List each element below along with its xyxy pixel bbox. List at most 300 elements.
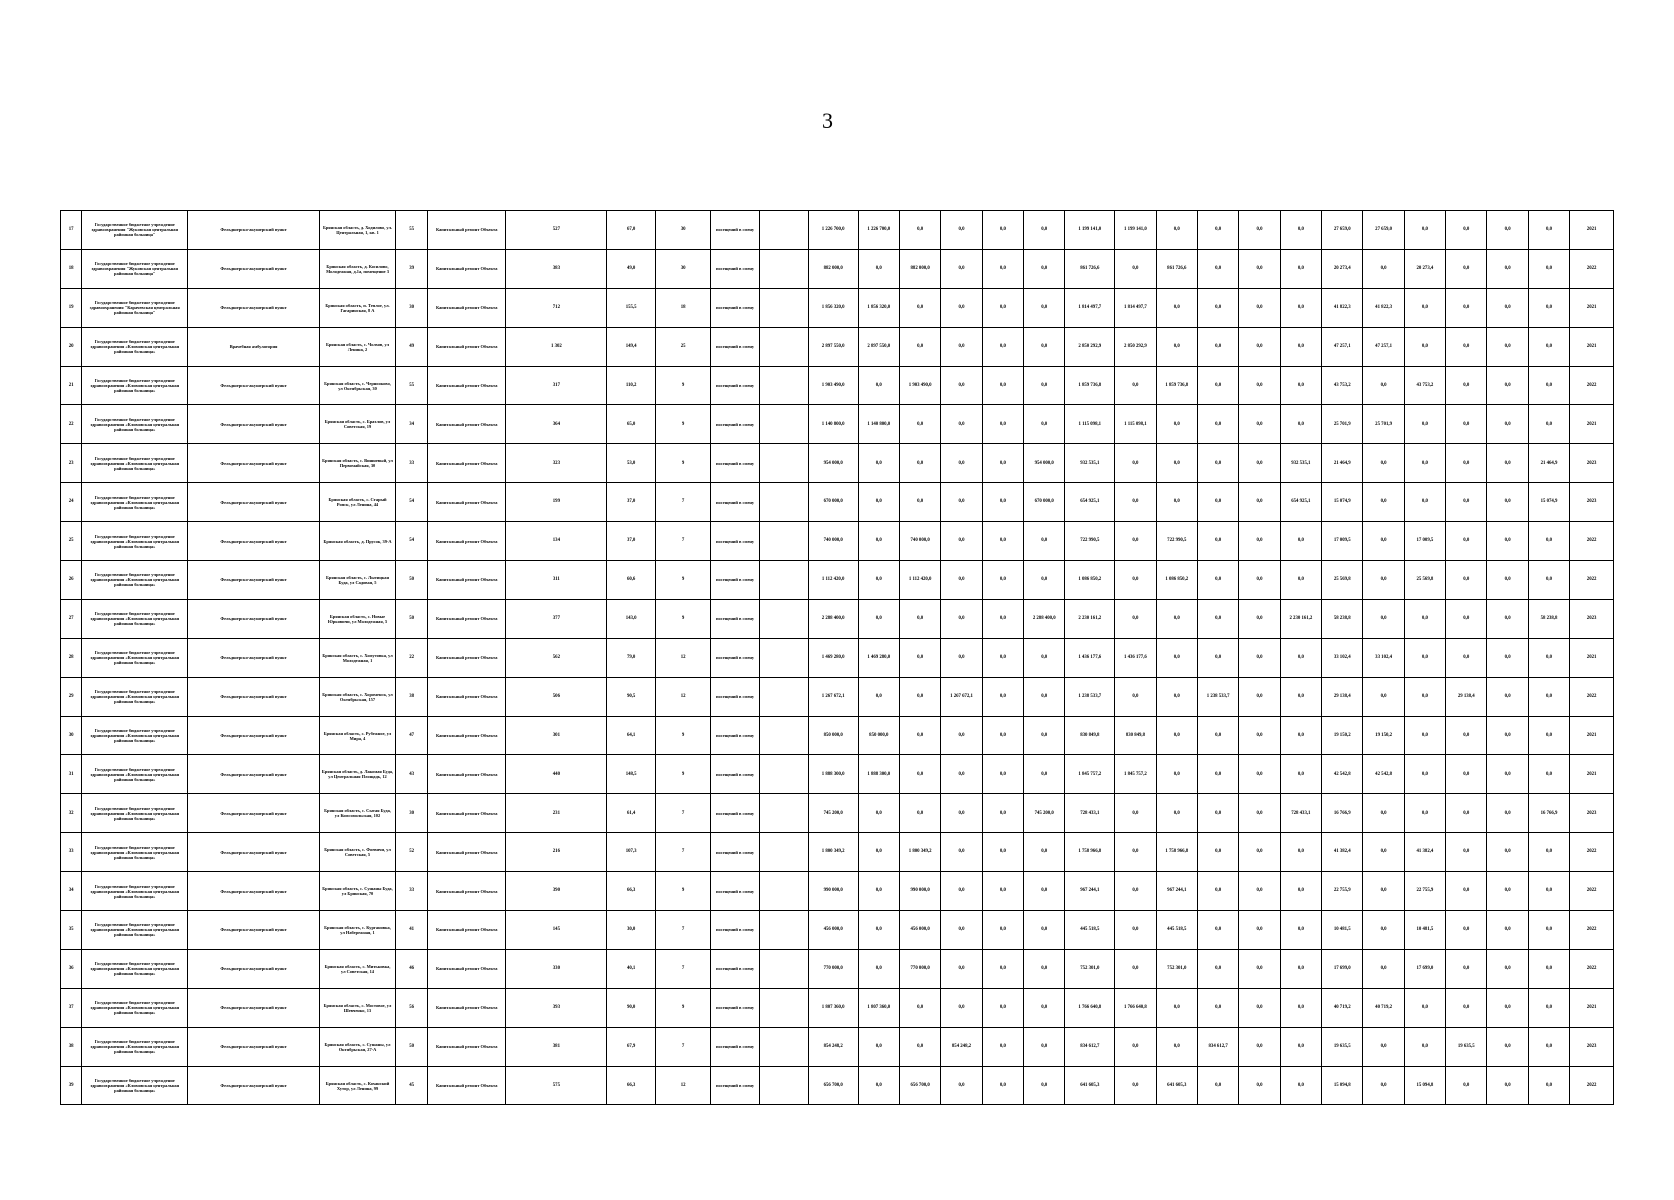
- capacity-cell: 9: [656, 872, 711, 911]
- amount-cell: 745 200,0: [808, 794, 858, 833]
- amount-cell: 0,0: [1024, 249, 1065, 288]
- population-cell: 301: [506, 716, 607, 755]
- table-row: [61, 366, 1614, 405]
- amount-cell: 0,0: [1404, 794, 1445, 833]
- amount-cell: 0,0: [1363, 1066, 1404, 1105]
- amount-cell: 43 753,2: [1322, 366, 1363, 405]
- amount-cell: 0,0: [1363, 872, 1404, 911]
- amount-cell: 41 822,3: [1322, 288, 1363, 327]
- wear-percent-cell: 39: [396, 249, 428, 288]
- facility-type-cell: Фельдшерско-акушерский пункт: [188, 249, 320, 288]
- amount-cell: 17 699,0: [1404, 949, 1445, 988]
- year-cell: 2022: [1570, 833, 1614, 872]
- amount-cell: 41 382,4: [1322, 833, 1363, 872]
- facility-type-cell: Фельдшерско-акушерский пункт: [188, 1027, 320, 1066]
- amount-cell: 0,0: [1528, 288, 1569, 327]
- amount-cell: 0,0: [1446, 872, 1487, 911]
- amount-cell: 1 807 360,0: [858, 988, 899, 1027]
- amount-cell: 0,0: [941, 911, 982, 950]
- amount-cell: 0,0: [1404, 677, 1445, 716]
- wear-percent-cell: 38: [396, 677, 428, 716]
- amount-cell: 0,0: [1487, 561, 1528, 600]
- work-type-cell: Капитальный ремонт Объекта: [428, 366, 506, 405]
- institution-cell: Государственное бюджетное учреждение здравоохранения «Климовская центральная районная больница»: [82, 911, 188, 950]
- amount-cell: 0,0: [1239, 444, 1280, 483]
- amount-cell: 0,0: [1528, 211, 1569, 250]
- facility-type-cell: Фельдшерско-акушерский пункт: [188, 833, 320, 872]
- amount-cell: 0,0: [1487, 638, 1528, 677]
- amount-cell: 42 542,8: [1322, 755, 1363, 794]
- amount-cell: 0,0: [1156, 211, 1197, 250]
- row-number-cell: 36: [61, 949, 82, 988]
- amount-cell: 0,0: [1528, 561, 1569, 600]
- address-cell: Брянская область, с. Чернооково, ул Октябрьская, 30: [319, 366, 395, 405]
- amount-cell: 0,0: [1024, 1027, 1065, 1066]
- amount-cell: 0,0: [1115, 949, 1156, 988]
- amount-cell: 0,0: [941, 716, 982, 755]
- table-row: [61, 599, 1614, 638]
- amount-cell: 0,0: [941, 288, 982, 327]
- amount-cell: 40 719,2: [1322, 988, 1363, 1027]
- row-number-cell: 31: [61, 755, 82, 794]
- institution-cell: Государственное бюджетное учреждение здравоохранения «Климовская центральная районная больница»: [82, 327, 188, 366]
- capacity-cell: 9: [656, 988, 711, 1027]
- amount-cell: 967 244,1: [1065, 872, 1115, 911]
- amount-cell: 21 464,9: [1528, 444, 1569, 483]
- amount-cell: 0,0: [1239, 911, 1280, 950]
- amount-cell: 0,0: [1239, 522, 1280, 561]
- row-number-cell: 28: [61, 638, 82, 677]
- facility-type-cell: Фельдшерско-акушерский пункт: [188, 716, 320, 755]
- amount-cell: 0,0: [982, 405, 1023, 444]
- page-number: 3: [822, 108, 833, 133]
- amount-cell: 0,0: [1239, 833, 1280, 872]
- amount-cell: 20 273,4: [1322, 249, 1363, 288]
- amount-cell: 0,0: [1239, 716, 1280, 755]
- area-cell: 53,0: [607, 444, 656, 483]
- amount-cell: 1 267 672,1: [941, 677, 982, 716]
- amount-cell: 2 230 161,2: [1065, 599, 1115, 638]
- register-rows: [61, 211, 1614, 1105]
- amount-cell: 0,0: [982, 988, 1023, 1027]
- amount-cell: 0,0: [1024, 911, 1065, 950]
- amount-cell: 1 226 700,0: [858, 211, 899, 250]
- capacity-unit-cell: посещений в смену: [711, 599, 760, 638]
- amount-cell: 0,0: [1115, 444, 1156, 483]
- facility-type-cell: Фельдшерско-акушерский пункт: [188, 599, 320, 638]
- amount-cell: 0,0: [1239, 1027, 1280, 1066]
- amount-cell: 27 659,0: [1363, 211, 1404, 250]
- amount-cell: 0,0: [1280, 716, 1321, 755]
- address-cell: Брянская область, с. Митьковка, ул Советская, 14: [319, 949, 395, 988]
- amount-cell: 0,0: [1446, 794, 1487, 833]
- table-row: [61, 405, 1614, 444]
- amount-cell: 1 814 497,7: [1065, 288, 1115, 327]
- amount-cell: 0,0: [1280, 677, 1321, 716]
- amount-cell: 1 766 640,8: [1065, 988, 1115, 1027]
- amount-cell: 728 433,1: [1280, 794, 1321, 833]
- amount-cell: 1 766 640,8: [1115, 988, 1156, 1027]
- amount-cell: 0,0: [1487, 444, 1528, 483]
- amount-cell: 0,0: [1404, 405, 1445, 444]
- amount-cell: 0,0: [1115, 677, 1156, 716]
- amount-cell: 0,0: [1487, 833, 1528, 872]
- amount-cell: 0,0: [858, 561, 899, 600]
- amount-cell: 0,0: [1156, 638, 1197, 677]
- amount-cell: 1 814 497,7: [1115, 288, 1156, 327]
- amount-cell: 1 807 360,0: [808, 988, 858, 1027]
- address-cell: Брянская область, с. Рубежное, ул Мира, 4: [319, 716, 395, 755]
- amount-cell: 0,0: [1280, 833, 1321, 872]
- year-cell: 2021: [1570, 211, 1614, 250]
- capacity-cell: 12: [656, 677, 711, 716]
- amount-cell: 0,0: [1363, 833, 1404, 872]
- amount-cell: 0,0: [858, 1066, 899, 1105]
- capacity-unit-cell: посещений в смену: [711, 755, 760, 794]
- wear-percent-cell: 22: [396, 638, 428, 677]
- row-number-cell: 19: [61, 288, 82, 327]
- amount-cell: 0,0: [1363, 483, 1404, 522]
- amount-cell: 0,0: [1487, 911, 1528, 950]
- empty-cell: [759, 716, 808, 755]
- empty-cell: [759, 677, 808, 716]
- amount-cell: 10 481,5: [1322, 911, 1363, 950]
- empty-cell: [759, 327, 808, 366]
- amount-cell: 0,0: [982, 638, 1023, 677]
- facility-type-cell: Фельдшерско-акушерский пункт: [188, 211, 320, 250]
- amount-cell: 445 518,5: [1065, 911, 1115, 950]
- work-type-cell: Капитальный ремонт Объекта: [428, 1027, 506, 1066]
- amount-cell: 0,0: [1446, 716, 1487, 755]
- area-cell: 49,0: [607, 249, 656, 288]
- amount-cell: 0,0: [1528, 522, 1569, 561]
- capacity-unit-cell: посещений в смену: [711, 716, 760, 755]
- amount-cell: 0,0: [1115, 872, 1156, 911]
- amount-cell: 0,0: [1446, 483, 1487, 522]
- amount-cell: 0,0: [1404, 483, 1445, 522]
- capacity-unit-cell: посещений в смену: [711, 561, 760, 600]
- amount-cell: 0,0: [1024, 949, 1065, 988]
- amount-cell: 850 000,0: [808, 716, 858, 755]
- amount-cell: 0,0: [858, 483, 899, 522]
- amount-cell: 0,0: [941, 988, 982, 1027]
- amount-cell: 0,0: [1487, 872, 1528, 911]
- amount-cell: 770 000,0: [808, 949, 858, 988]
- institution-cell: Государственное бюджетное учреждение здравоохранения «Климовская центральная районная больница»: [82, 366, 188, 405]
- empty-cell: [759, 405, 808, 444]
- wear-percent-cell: 54: [396, 522, 428, 561]
- amount-cell: 0,0: [1528, 249, 1569, 288]
- amount-cell: 0,0: [1280, 638, 1321, 677]
- amount-cell: 0,0: [1024, 755, 1065, 794]
- work-type-cell: Капитальный ремонт Объекта: [428, 794, 506, 833]
- amount-cell: 456 000,0: [808, 911, 858, 950]
- amount-cell: 0,0: [1239, 949, 1280, 988]
- amount-cell: 854 248,2: [808, 1027, 858, 1066]
- amount-cell: 0,0: [1156, 405, 1197, 444]
- facility-type-cell: Фельдшерско-акушерский пункт: [188, 755, 320, 794]
- amount-cell: 0,0: [982, 677, 1023, 716]
- institution-cell: Государственное бюджетное учреждение здравоохранения «Климовская центральная районная больница»: [82, 444, 188, 483]
- area-cell: 79,0: [607, 638, 656, 677]
- population-cell: 506: [506, 677, 607, 716]
- capacity-unit-cell: посещений в смену: [711, 949, 760, 988]
- table-row: [61, 211, 1614, 250]
- amount-cell: 0,0: [1197, 833, 1238, 872]
- facility-type-cell: Врачебная амбулатория: [188, 327, 320, 366]
- amount-cell: 0,0: [941, 755, 982, 794]
- wear-percent-cell: 50: [396, 1027, 428, 1066]
- amount-cell: 0,0: [1024, 561, 1065, 600]
- amount-cell: 0,0: [1024, 211, 1065, 250]
- amount-cell: 0,0: [982, 949, 1023, 988]
- amount-cell: 19 635,5: [1322, 1027, 1363, 1066]
- amount-cell: 0,0: [899, 288, 940, 327]
- amount-cell: 0,0: [858, 249, 899, 288]
- amount-cell: 19 150,2: [1363, 716, 1404, 755]
- amount-cell: 0,0: [1024, 366, 1065, 405]
- amount-cell: 15 074,9: [1322, 483, 1363, 522]
- amount-cell: 0,0: [1363, 366, 1404, 405]
- table-row: [61, 755, 1614, 794]
- table-row: [61, 949, 1614, 988]
- area-cell: 149,4: [607, 327, 656, 366]
- amount-cell: 641 605,3: [1156, 1066, 1197, 1105]
- year-cell: 2021: [1570, 716, 1614, 755]
- amount-cell: 0,0: [899, 327, 940, 366]
- amount-cell: 0,0: [899, 1027, 940, 1066]
- amount-cell: 41 822,3: [1363, 288, 1404, 327]
- population-cell: 134: [506, 522, 607, 561]
- amount-cell: 0,0: [1115, 1027, 1156, 1066]
- amount-cell: 2 850 292,9: [1065, 327, 1115, 366]
- amount-cell: 932 535,1: [1065, 444, 1115, 483]
- amount-cell: 0,0: [1446, 755, 1487, 794]
- year-cell: 2023: [1570, 599, 1614, 638]
- capacity-cell: 7: [656, 833, 711, 872]
- row-number-cell: 20: [61, 327, 82, 366]
- amount-cell: 0,0: [1280, 988, 1321, 1027]
- capacity-cell: 9: [656, 444, 711, 483]
- amount-cell: 15 094,8: [1322, 1066, 1363, 1105]
- table-row: [61, 911, 1614, 950]
- amount-cell: 0,0: [1024, 288, 1065, 327]
- year-cell: 2023: [1570, 1027, 1614, 1066]
- amount-cell: 2 897 550,0: [808, 327, 858, 366]
- amount-cell: 967 244,1: [1156, 872, 1197, 911]
- amount-cell: 0,0: [1197, 949, 1238, 988]
- empty-cell: [759, 249, 808, 288]
- amount-cell: 0,0: [1487, 599, 1528, 638]
- institution-cell: Государственное бюджетное учреждение здравоохранения "Карачевская центральная районная больница": [82, 288, 188, 327]
- amount-cell: 0,0: [1115, 833, 1156, 872]
- amount-cell: 0,0: [1239, 755, 1280, 794]
- amount-cell: 2 897 550,0: [858, 327, 899, 366]
- empty-cell: [759, 755, 808, 794]
- amount-cell: 0,0: [1197, 599, 1238, 638]
- amount-cell: 0,0: [1487, 988, 1528, 1027]
- amount-cell: 0,0: [1156, 716, 1197, 755]
- amount-cell: 17 699,0: [1322, 949, 1363, 988]
- address-cell: Брянская область, с. Брахлов, ул Советская, 19: [319, 405, 395, 444]
- amount-cell: 0,0: [1363, 677, 1404, 716]
- amount-cell: 0,0: [1446, 211, 1487, 250]
- amount-cell: 0,0: [941, 327, 982, 366]
- institution-cell: Государственное бюджетное учреждение здравоохранения "Жуковская центральная районная больница": [82, 211, 188, 250]
- amount-cell: 0,0: [1115, 483, 1156, 522]
- institution-cell: Государственное бюджетное учреждение здравоохранения «Климовская центральная районная больница»: [82, 755, 188, 794]
- amount-cell: 0,0: [982, 444, 1023, 483]
- amount-cell: 0,0: [1528, 872, 1569, 911]
- amount-cell: 0,0: [941, 638, 982, 677]
- amount-cell: 0,0: [982, 327, 1023, 366]
- amount-cell: 17 009,5: [1404, 522, 1445, 561]
- work-type-cell: Капитальный ремонт Объекта: [428, 249, 506, 288]
- area-cell: 66,3: [607, 1066, 656, 1105]
- population-cell: 231: [506, 794, 607, 833]
- amount-cell: 0,0: [1528, 716, 1569, 755]
- work-type-cell: Капитальный ремонт Объекта: [428, 405, 506, 444]
- amount-cell: 752 301,0: [1156, 949, 1197, 988]
- table-row: [61, 483, 1614, 522]
- amount-cell: 0,0: [1404, 988, 1445, 1027]
- amount-cell: 882 000,0: [899, 249, 940, 288]
- amount-cell: 1 238 533,7: [1065, 677, 1115, 716]
- table-row: [61, 794, 1614, 833]
- amount-cell: 0,0: [1156, 755, 1197, 794]
- amount-cell: 0,0: [1487, 716, 1528, 755]
- work-type-cell: Капитальный ремонт Объекта: [428, 911, 506, 950]
- capacity-unit-cell: посещений в смену: [711, 911, 760, 950]
- amount-cell: 1 112 420,0: [899, 561, 940, 600]
- amount-cell: 0,0: [1487, 366, 1528, 405]
- empty-cell: [759, 794, 808, 833]
- area-cell: 67,0: [607, 211, 656, 250]
- capacity-unit-cell: посещений в смену: [711, 794, 760, 833]
- amount-cell: 0,0: [899, 444, 940, 483]
- amount-cell: 0,0: [1115, 249, 1156, 288]
- population-cell: 562: [506, 638, 607, 677]
- amount-cell: 0,0: [1446, 288, 1487, 327]
- work-type-cell: Капитальный ремонт Объекта: [428, 211, 506, 250]
- institution-cell: Государственное бюджетное учреждение здравоохранения «Климовская центральная районная больница»: [82, 677, 188, 716]
- table-row: [61, 444, 1614, 483]
- amount-cell: 0,0: [1115, 1066, 1156, 1105]
- amount-cell: 0,0: [1115, 911, 1156, 950]
- amount-cell: 1 903 490,0: [808, 366, 858, 405]
- amount-cell: 0,0: [1363, 561, 1404, 600]
- address-cell: Брянская область, д. Ходилово, ул. Центральная, 1, кв. 1: [319, 211, 395, 250]
- amount-cell: 0,0: [1197, 716, 1238, 755]
- wear-percent-cell: 41: [396, 911, 428, 950]
- amount-cell: 0,0: [899, 405, 940, 444]
- capacity-cell: 30: [656, 249, 711, 288]
- amount-cell: 0,0: [1115, 522, 1156, 561]
- amount-cell: 0,0: [1156, 1027, 1197, 1066]
- amount-cell: 770 000,0: [899, 949, 940, 988]
- amount-cell: 0,0: [1446, 599, 1487, 638]
- wear-percent-cell: 56: [396, 988, 428, 1027]
- row-number-cell: 18: [61, 249, 82, 288]
- wear-percent-cell: 33: [396, 872, 428, 911]
- address-cell: Брянская область, с. Мостовое, ул Шевченко, 13: [319, 988, 395, 1027]
- row-number-cell: 23: [61, 444, 82, 483]
- row-number-cell: 37: [61, 988, 82, 1027]
- amount-cell: 1 140 800,0: [858, 405, 899, 444]
- population-cell: 1 302: [506, 327, 607, 366]
- amount-cell: 1 903 490,0: [899, 366, 940, 405]
- facility-type-cell: Фельдшерско-акушерский пункт: [188, 872, 320, 911]
- year-cell: 2023: [1570, 794, 1614, 833]
- amount-cell: 0,0: [1280, 1027, 1321, 1066]
- empty-cell: [759, 288, 808, 327]
- work-type-cell: Капитальный ремонт Объекта: [428, 949, 506, 988]
- amount-cell: 27 659,0: [1322, 211, 1363, 250]
- empty-cell: [759, 483, 808, 522]
- amount-cell: 0,0: [899, 599, 940, 638]
- row-number-cell: 38: [61, 1027, 82, 1066]
- facility-type-cell: Фельдшерско-акушерский пункт: [188, 561, 320, 600]
- amount-cell: 0,0: [1487, 755, 1528, 794]
- institution-cell: Государственное бюджетное учреждение здравоохранения «Климовская центральная районная больница»: [82, 872, 188, 911]
- amount-cell: 0,0: [858, 366, 899, 405]
- amount-cell: 0,0: [1024, 716, 1065, 755]
- amount-cell: 0,0: [1239, 366, 1280, 405]
- institution-cell: Государственное бюджетное учреждение здравоохранения «Климовская центральная районная больница»: [82, 716, 188, 755]
- area-cell: 90,5: [607, 677, 656, 716]
- institution-cell: Государственное бюджетное учреждение здравоохранения «Климовская центральная районная больница»: [82, 833, 188, 872]
- amount-cell: 0,0: [1239, 327, 1280, 366]
- amount-cell: 0,0: [1404, 211, 1445, 250]
- population-cell: 383: [506, 249, 607, 288]
- population-cell: 390: [506, 872, 607, 911]
- amount-cell: 0,0: [1528, 366, 1569, 405]
- year-cell: 2022: [1570, 949, 1614, 988]
- year-cell: 2021: [1570, 988, 1614, 1027]
- address-cell: Брянская область, с. Коханский Хутор, ул Ленина, 99: [319, 1066, 395, 1105]
- capacity-unit-cell: посещений в смену: [711, 444, 760, 483]
- amount-cell: 0,0: [899, 677, 940, 716]
- year-cell: 2021: [1570, 288, 1614, 327]
- amount-cell: 0,0: [1197, 872, 1238, 911]
- capacity-cell: 9: [656, 716, 711, 755]
- amount-cell: 0,0: [1487, 677, 1528, 716]
- amount-cell: 47 257,1: [1322, 327, 1363, 366]
- work-type-cell: Капитальный ремонт Объекта: [428, 599, 506, 638]
- amount-cell: 0,0: [1446, 561, 1487, 600]
- amount-cell: 0,0: [1404, 1027, 1445, 1066]
- amount-cell: 445 518,5: [1156, 911, 1197, 950]
- amount-cell: 722 990,5: [1156, 522, 1197, 561]
- capacity-unit-cell: посещений в смену: [711, 288, 760, 327]
- empty-cell: [759, 366, 808, 405]
- amount-cell: 0,0: [1197, 911, 1238, 950]
- amount-cell: 0,0: [1446, 444, 1487, 483]
- amount-cell: 0,0: [1280, 327, 1321, 366]
- population-cell: 377: [506, 599, 607, 638]
- amount-cell: 0,0: [1239, 561, 1280, 600]
- amount-cell: 0,0: [899, 638, 940, 677]
- amount-cell: 22 755,9: [1322, 872, 1363, 911]
- amount-cell: 10 481,5: [1404, 911, 1445, 950]
- capacity-cell: 7: [656, 483, 711, 522]
- amount-cell: 0,0: [1487, 327, 1528, 366]
- amount-cell: 0,0: [982, 366, 1023, 405]
- amount-cell: 0,0: [1239, 405, 1280, 444]
- amount-cell: 17 009,5: [1322, 522, 1363, 561]
- amount-cell: 58 238,8: [1322, 599, 1363, 638]
- capacity-cell: 12: [656, 1066, 711, 1105]
